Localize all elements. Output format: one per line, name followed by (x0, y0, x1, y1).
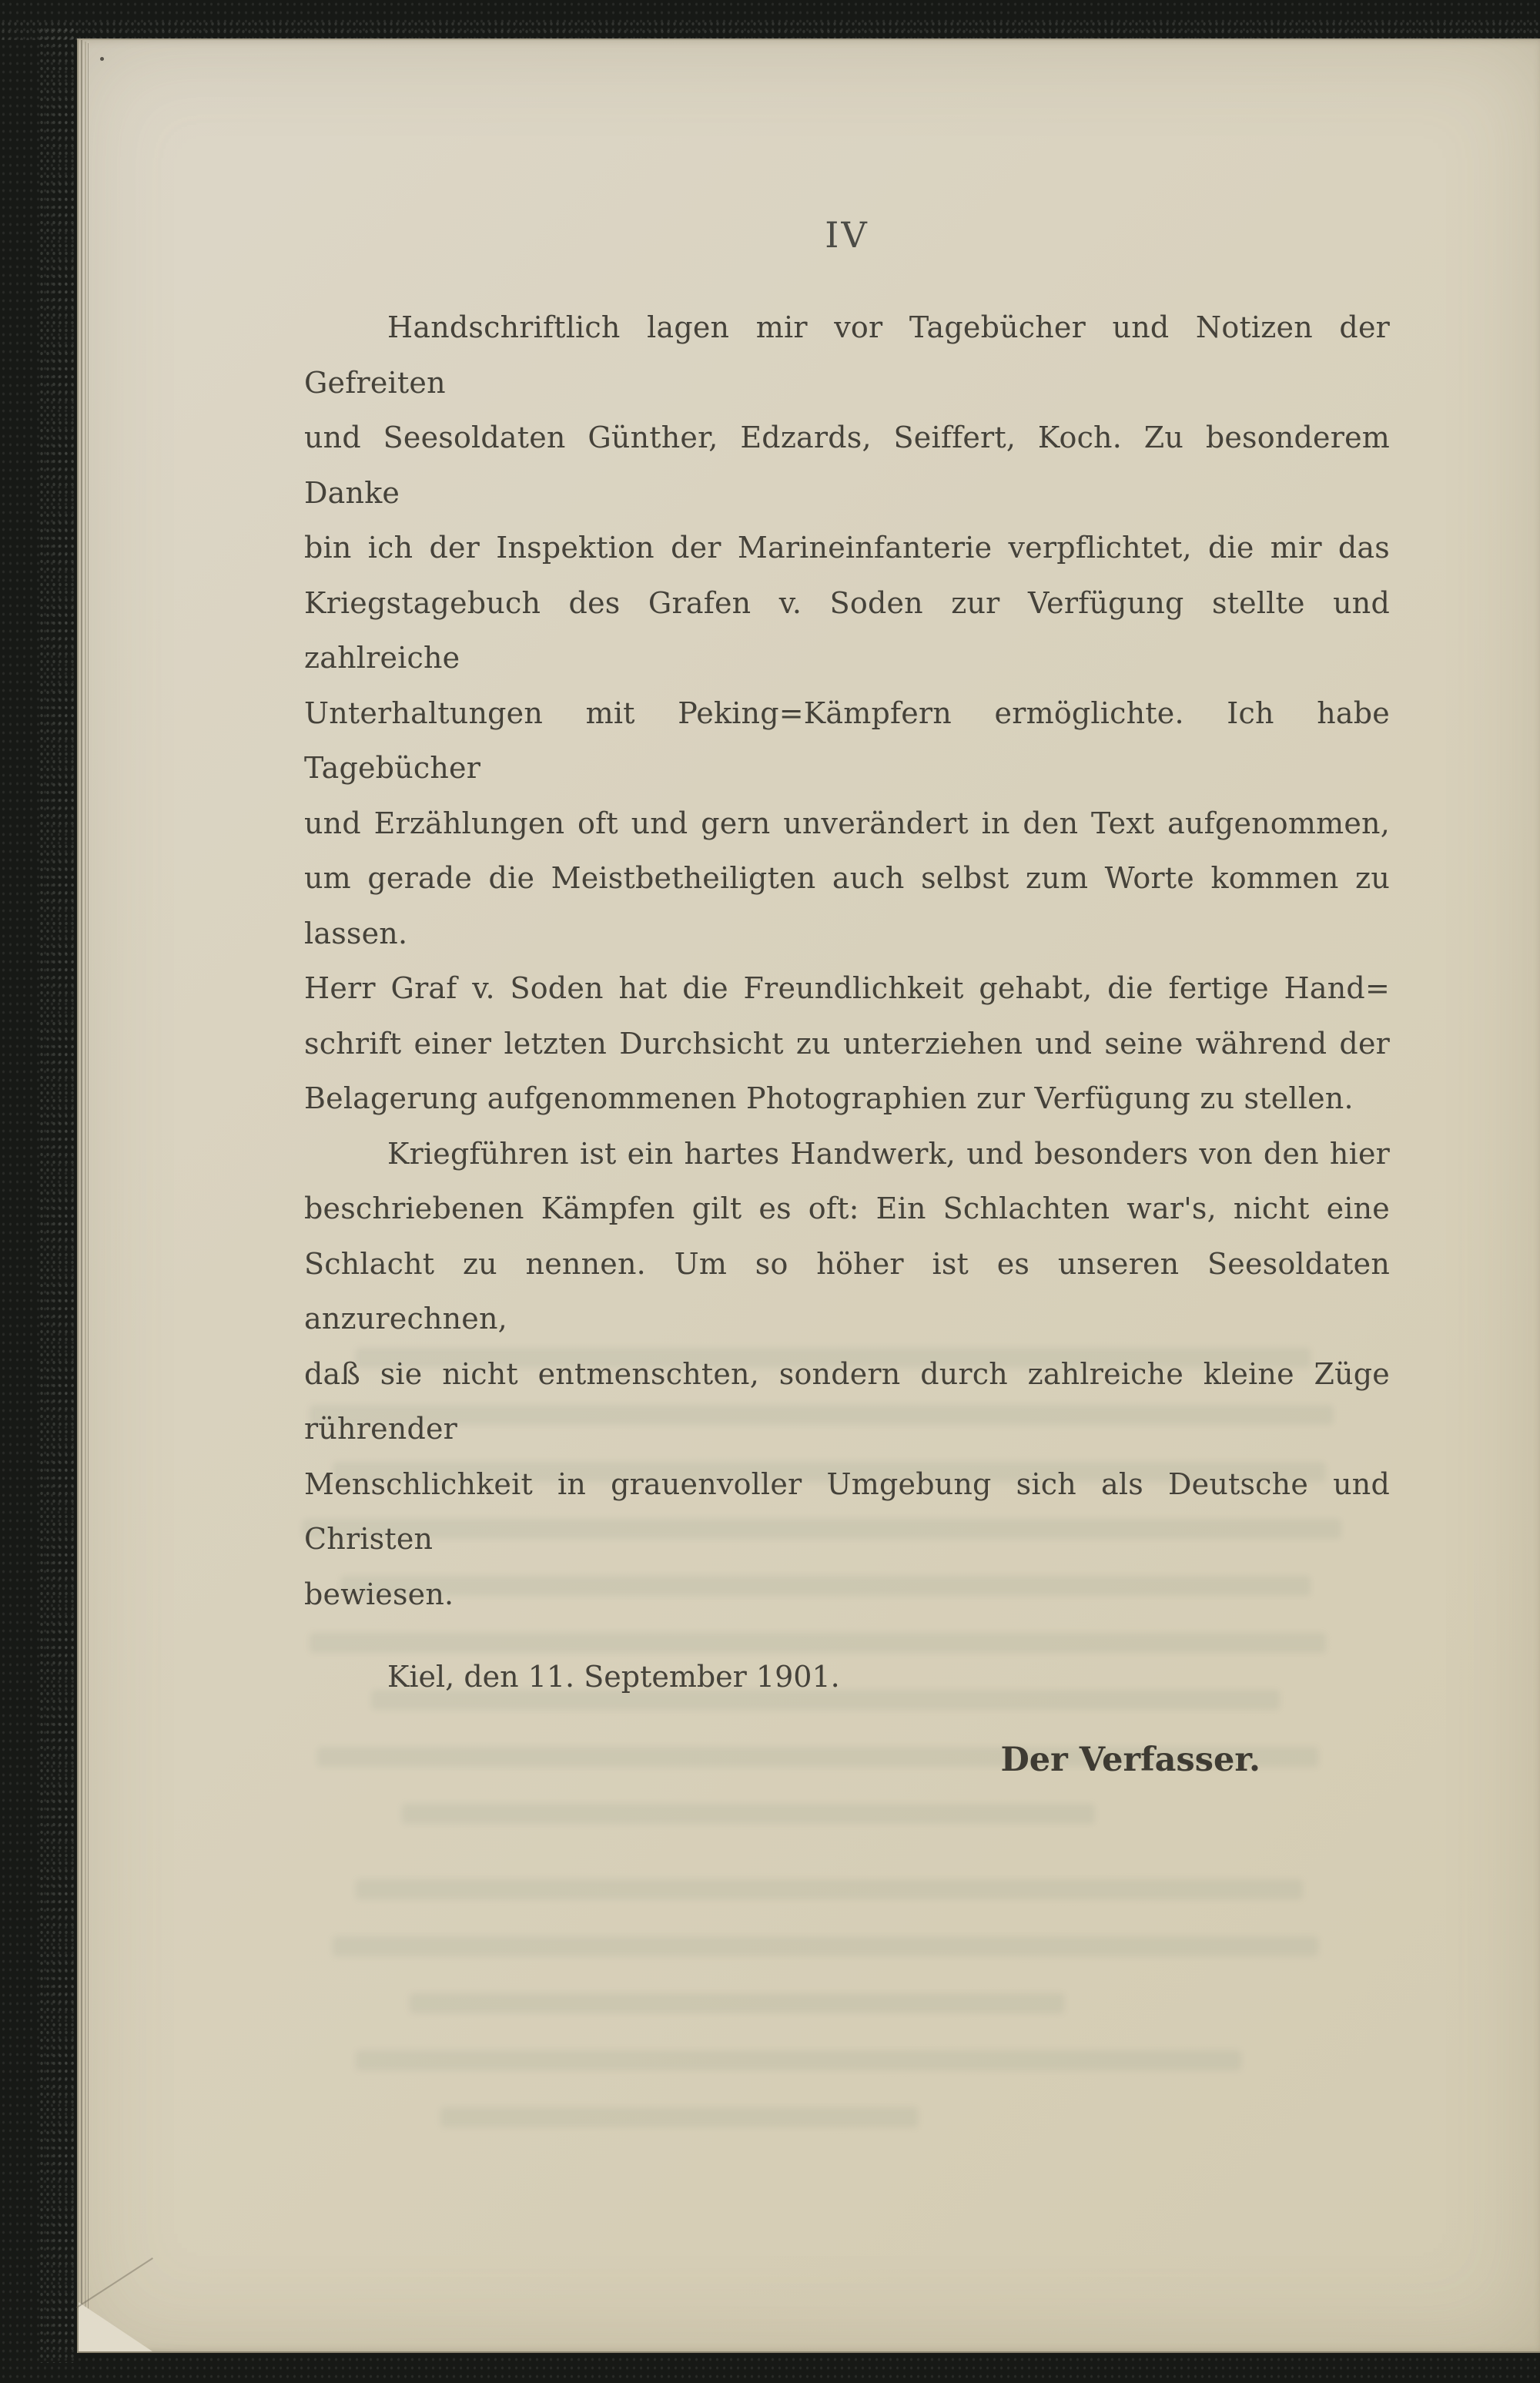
text-line: Belagerung aufgenommenen Photographien zur Verfügung zu stellen. (304, 1081, 1354, 1115)
text-line: und Seesoldaten Günther, Edzards, Seiffert, Koch. Zu besonderem Danke (304, 421, 1390, 510)
text-line: bin ich der Inspektion der Marineinfanterie verpflichtet, die mir das (304, 531, 1390, 565)
page-text-block (304, 214, 1390, 1788)
text-line: bewiesen. (304, 1577, 454, 1611)
page-edge-line (88, 43, 89, 2344)
text-line: beschriebenen Kämpfen gilt es oft: Ein Schlachten war's, nicht eine (304, 1192, 1390, 1225)
paragraph-2 (304, 1127, 1390, 1623)
bleed-line (333, 1936, 1318, 1956)
bleed-line (402, 1804, 1095, 1824)
paper-speck (100, 57, 104, 61)
page-edge-line (81, 40, 82, 2350)
book-cover-left-edge (38, 26, 75, 2363)
page-stack-edges (79, 40, 91, 2351)
paragraph-1 (304, 300, 1390, 1127)
bleed-line (356, 1879, 1303, 1899)
text-line: Menschlichkeit in grauenvoller Umgebung sich als Deutsche und Christen (304, 1466, 1390, 1556)
text-line: Handschriftlich lagen mir vor Tagebücher und Notizen der Gefreiten (304, 310, 1390, 400)
text-line: um gerade die Meistbetheiligten auch selbst zum Worte kommen zu lassen. (304, 861, 1390, 950)
text-line: Herr Graf v. Soden hat die Freundlichkeit gehabt, die fertige Hand= (304, 971, 1390, 1005)
author-signature: Der Verfasser. (1000, 1740, 1260, 1779)
page-number: IV (825, 214, 869, 256)
text-line: Kriegstagebuch des Grafen v. Soden zur Verfügung stellte und zahlreiche (304, 585, 1390, 675)
page-edge-line (85, 42, 86, 2347)
text-line: Kriegführen ist ein hartes Handwerk, und besonders von den hier (387, 1136, 1390, 1171)
book-cover-top-edge (0, 20, 1540, 40)
book-page (77, 39, 1540, 2353)
text-line: und Erzählungen oft und gern unverändert in den Text aufgenommen, (304, 806, 1390, 840)
text-line: Unterhaltungen mit Peking=Kämpfern ermöglichte. Ich habe Tagebücher (304, 695, 1390, 785)
bleed-line (440, 2107, 918, 2127)
dateline: Kiel, den 11. September 1901. (387, 1660, 840, 1694)
text-line: daß sie nicht entmenschten, sondern durch zahlreiche kleine Züge rührender (304, 1356, 1390, 1446)
text-line: schrift einer letzten Durchsicht zu unterziehen und seine während der (304, 1026, 1390, 1061)
bleed-line (356, 2050, 1241, 2070)
text-line: Schlacht zu nennen. Um so höher ist es unseren Seesoldaten anzurechnen, (304, 1246, 1390, 1336)
bleed-line (410, 1993, 1064, 2013)
page-corner-fold (79, 2302, 152, 2351)
page-corner-fold-crease (76, 2257, 153, 2308)
